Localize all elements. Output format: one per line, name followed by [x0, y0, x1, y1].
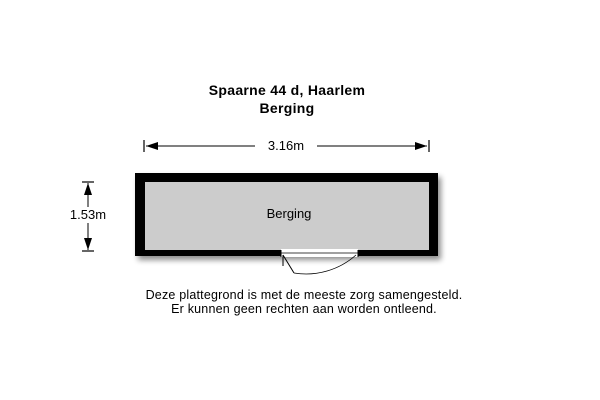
height-arrow-bottom: [84, 238, 92, 250]
address-title: Spaarne 44 d, Haarlem: [208, 82, 366, 98]
width-dimension: [144, 137, 429, 153]
disclaimer-line-2: Er kunnen geen rechten aan worden ontleend.: [171, 302, 437, 316]
width-arrow-right: [415, 142, 427, 150]
door: [281, 249, 358, 274]
height-dimension: [60, 182, 118, 251]
door-swing-arc: [294, 255, 356, 274]
room-label-berging: Berging: [266, 206, 312, 221]
width-arrow-left: [146, 142, 158, 150]
height-label: 1.53m: [69, 207, 107, 222]
disclaimer-line-1: Deze plattegrond is met de meeste zorg samengesteld.: [145, 288, 463, 302]
width-label: 3.16m: [267, 138, 305, 153]
floor-title: Berging: [259, 100, 315, 116]
door-leaf: [283, 255, 294, 273]
height-arrow-top: [84, 183, 92, 195]
